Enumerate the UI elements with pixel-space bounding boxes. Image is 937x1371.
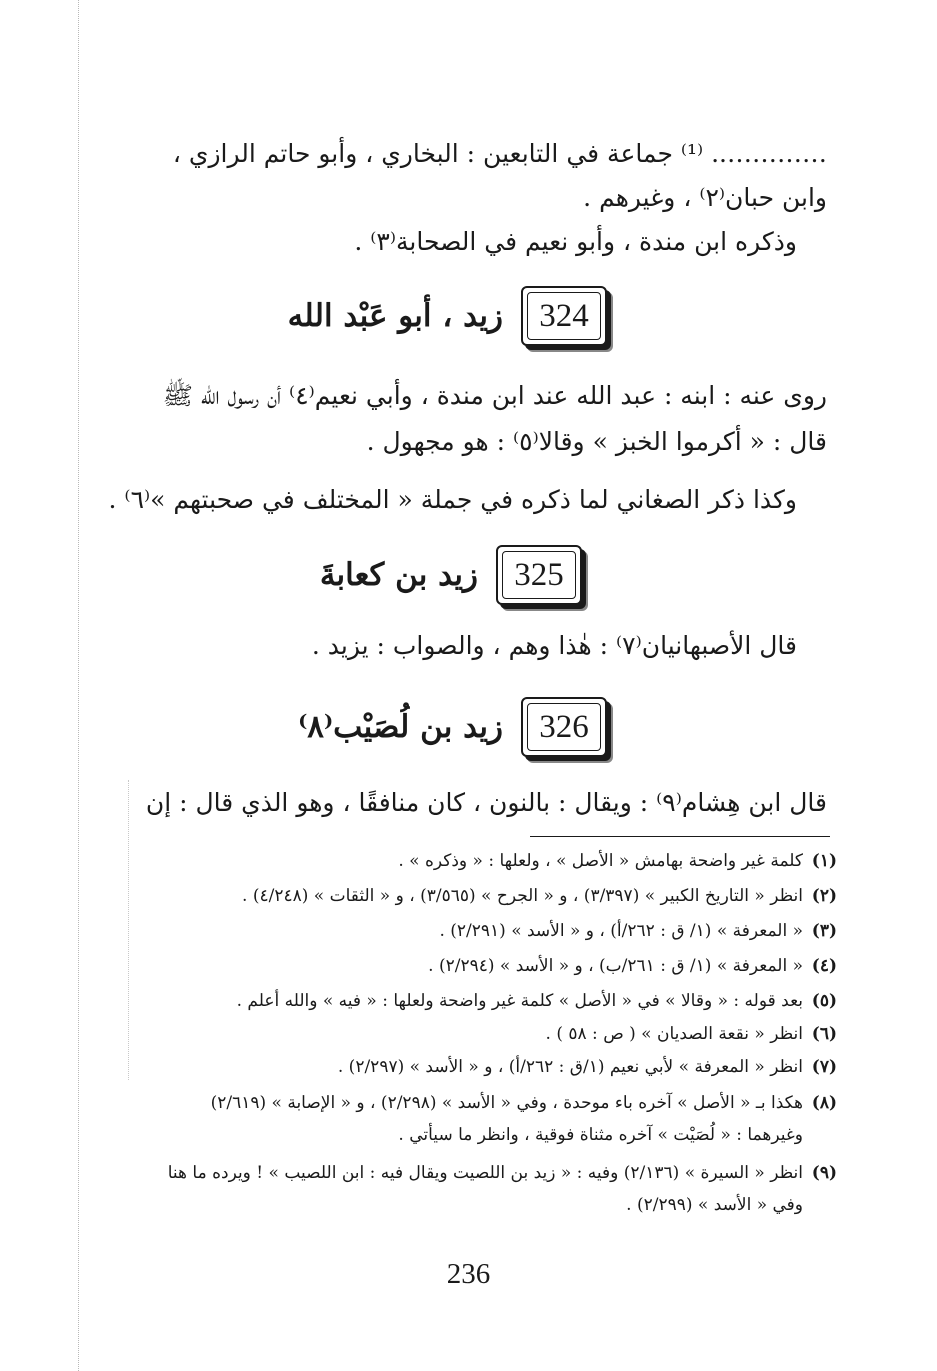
footnote-number: (٥) — [811, 991, 837, 1011]
entry-title: زيد بن لُصَيْب⁽٨⁾ — [298, 709, 503, 745]
footnote-text: « المعرفة » (١/ ق : ٢٦١/ب) ، و « الأسد » (٢/٢٩٤) . — [428, 956, 803, 976]
body-line: قال ابن هِشام⁽٩⁾ : ويقال : بالنون ، كان منافقًا ، وهو الذي قال : إن — [145, 788, 827, 817]
footnote-number: (١) — [811, 851, 837, 871]
footnote-text: وفي « الأسد » (٢/٢٩٩) . — [626, 1195, 803, 1215]
footnote-text: انظر « السيرة » (٢/١٣٦) وفيه : « زيد بن اللصيت ويقال فيه : ابن اللصيب » ! ويرده ما هنا — [167, 1163, 803, 1183]
entry-325 — [320, 545, 582, 605]
body-line: قال الأصبهانيان⁽٧⁾ : هٰذا وهم ، والصواب : يزيد . — [311, 631, 797, 660]
footnote-text: انظر « التاريخ الكبير » (٣/٣٩٧) ، و « الجرح » (٣/٥٦٥) ، و « الثقات » (٤/٢٤٨) . — [242, 886, 803, 906]
entry-number-box: 326 — [521, 697, 607, 757]
body-line: روى عنه : ابنه : عبد الله عند ابن مندة ، وأبي نعيم⁽٤⁾ أن رسول الله ﷺ — [162, 381, 827, 410]
footnote-text: انظر « نقعة الصديان » ( ص : ٥٨ ) . — [545, 1024, 803, 1044]
entry-number-box: 324 — [521, 286, 607, 346]
footnote-number: (٢) — [811, 886, 837, 906]
footnote-number: (٣) — [811, 921, 837, 941]
body-line: وكذا ذكر الصغاني لما ذكره في جملة « المختلف في صحبتهم »⁽٦⁾ . — [108, 485, 797, 514]
footnote — [242, 885, 837, 907]
footnote-number: (٦) — [811, 1024, 837, 1044]
footnote — [428, 955, 837, 977]
scan-margin-mark — [78, 0, 80, 1371]
footnote — [168, 1162, 837, 1184]
footnote-text: كلمة غير واضحة بهامش « الأصل » ، ولعلها : « وذكره » . — [398, 851, 803, 871]
footnote — [439, 920, 837, 942]
entry-326 — [298, 697, 607, 757]
footnote — [626, 1194, 837, 1216]
footnote-number: (٧) — [811, 1057, 837, 1077]
footnote — [237, 990, 837, 1012]
footnote-text: بعد قوله : « وقالا » في « الأصل » كلمة غير واضحة ولعلها : « فيه » والله أعلم . — [236, 991, 803, 1011]
entry-324 — [288, 286, 607, 346]
body-line: ………….. ⁽¹⁾ جماعة في التابعين : البخاري ، وأبو حاتم الرازي ، — [172, 139, 827, 168]
footnote — [398, 850, 837, 872]
footnote-text: « المعرفة » (١/ ق : ٢٦٢/أ) ، و « الأسد » (٢/٢٩١) . — [439, 921, 803, 941]
entry-title: زيد بن كعابةَ — [319, 557, 478, 593]
entry-title: زيد ، أبو عَبْد الله — [287, 298, 503, 334]
body-line: وذكره ابن مندة ، وأبو نعيم في الصحابة⁽٣⁾ . — [354, 227, 797, 256]
footnote-text: هكذا بـ « الأصل » آخره باء موحدة ، وفي « الأسد » (٢/٢٩٨) ، و « الإصابة » (٢/٦١٩) — [210, 1093, 803, 1113]
page-number: 236 — [446, 1258, 491, 1290]
body-line: قال : « أكرموا الخبز » وقالا⁽٥⁾ : هو مجهول . — [366, 427, 827, 456]
footnote — [338, 1056, 837, 1078]
footnote-separator — [530, 836, 830, 837]
footnote-number: (٩) — [811, 1163, 837, 1183]
body-line: وابن حبان⁽٢⁾ ، وغيرهم . — [583, 183, 827, 212]
footnote-number: (٤) — [811, 956, 837, 976]
footnote — [211, 1092, 837, 1114]
footnote-text: انظر « المعرفة » لأبي نعيم (١/ق : ٢٦٢/أ) ، و « الأسد » (٢/٢٩٧) . — [337, 1057, 803, 1077]
footnote — [546, 1023, 837, 1045]
footnote-number: (٨) — [811, 1093, 837, 1113]
scan-margin-mark — [128, 780, 130, 1080]
footnote — [398, 1124, 837, 1146]
footnote-text: وغيرهما : « لُصَيْت » آخره مثناة فوقية ، وانظر ما سيأتي . — [398, 1125, 803, 1145]
entry-number-box: 325 — [496, 545, 582, 605]
